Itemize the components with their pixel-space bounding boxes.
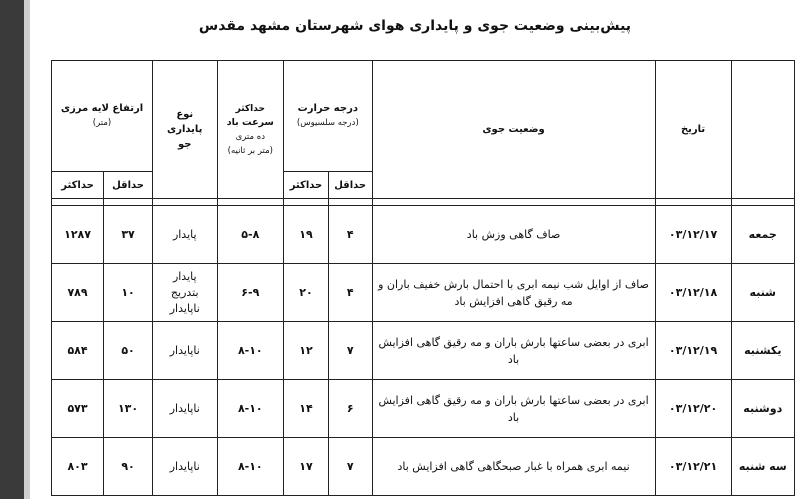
cell-temp-min: ۴ (328, 206, 372, 264)
cell-wind: ۸-۱۰ (217, 322, 284, 380)
cell-wind: ۶-۹ (217, 264, 284, 322)
cell-temp-max: ۲۰ (284, 264, 329, 322)
cell-bl-max: ۵۸۴ (52, 322, 104, 380)
header-temperature (284, 61, 372, 172)
cell-bl-min: ۱۰ (104, 264, 153, 322)
header-temp-max: حداکثر (284, 172, 329, 199)
cell-temp-min: ۶ (328, 380, 372, 438)
cell-date: ۰۳/۱۲/۲۰ (655, 380, 731, 438)
document-title: پیش‌بینی وضعیت جوی و پایداری هوای شهرستان مشهد مقدس (198, 18, 632, 34)
table-row (52, 380, 795, 438)
cell-day: جمعه (731, 206, 794, 264)
cell-temp-max: ۱۲ (284, 322, 329, 380)
header-boundary-unit: (متر) (92, 118, 112, 128)
cell-wind: ۸-۱۰ (217, 438, 284, 496)
cell-weather: ابری در بعضی ساعتها بارش باران و مه رقیق گاهی افزایش باد (372, 322, 655, 380)
cell-date: ۰۳/۱۲/۲۱ (655, 438, 731, 496)
cell-bl-min: ۹۰ (104, 438, 153, 496)
header-stability-line1: نوع (176, 109, 194, 120)
cell-temp-max: ۱۷ (284, 438, 329, 496)
cell-wind: ۸-۱۰ (217, 380, 284, 438)
viewer-left-strip (0, 0, 30, 499)
table-row (52, 264, 795, 322)
cell-date: ۰۳/۱۲/۱۸ (655, 264, 731, 322)
cell-weather: صاف گاهی وزش باد (372, 206, 655, 264)
table-row (52, 438, 795, 496)
cell-wind: ۵-۸ (217, 206, 284, 264)
header-temperature-unit: (درجه سلسیوس) (296, 118, 359, 128)
cell-weather: ابری در بعضی ساعتها بارش باران و مه رقیق گاهی افزایش باد (372, 380, 655, 438)
cell-day: دوشنبه (731, 380, 794, 438)
header-stability-line3: جو (178, 139, 192, 150)
cell-bl-min: ۱۳۰ (104, 380, 153, 438)
header-boundary-layer (52, 61, 153, 172)
header-separator-row (52, 199, 795, 206)
header-wind-line2: سرعت باد (226, 116, 274, 128)
header-wind-unit: (متر بر ثانیه) (227, 145, 273, 156)
cell-temp-min: ۷ (328, 322, 372, 380)
header-date: تاریخ (655, 61, 731, 199)
cell-temp-max: ۱۴ (284, 380, 329, 438)
cell-day: یکشنبه (731, 322, 794, 380)
header-stability (153, 61, 218, 199)
header-boundary-max: حداکثر (52, 172, 104, 199)
document-page (30, 0, 800, 499)
header-temperature-label: درجه حرارت (297, 103, 358, 114)
cell-bl-max: ۷۸۹ (52, 264, 104, 322)
header-temp-min: حداقل (328, 172, 372, 199)
header-wind-line3: ده متری (235, 131, 265, 142)
cell-stability: ناپایدار (153, 380, 218, 438)
header-boundary-min: حداقل (104, 172, 153, 199)
cell-stability: پایدار بتدریج ناپایدار (153, 264, 218, 322)
header-wind-line1: حداکثر (235, 103, 265, 114)
cell-temp-max: ۱۹ (284, 206, 329, 264)
cell-temp-min: ۷ (328, 438, 372, 496)
cell-weather: صاف از اوایل شب نیمه ابری با احتمال بارش خفیف باران و مه رقیق گاهی افزایش باد (372, 264, 655, 322)
cell-stability: ناپایدار (153, 322, 218, 380)
cell-stability: ناپایدار (153, 438, 218, 496)
cell-bl-max: ۱۲۸۷ (52, 206, 104, 264)
header-day (731, 61, 794, 199)
cell-temp-min: ۴ (328, 264, 372, 322)
cell-day: سه شنبه (731, 438, 794, 496)
cell-weather: نیمه ابری همراه با غبار صبحگاهی گاهی افزایش باد (372, 438, 655, 496)
cell-date: ۰۳/۱۲/۱۷ (655, 206, 731, 264)
cell-stability: پایدار (153, 206, 218, 264)
header-boundary-label: ارتفاع لایه مرزی (60, 103, 144, 114)
table-row (52, 206, 795, 264)
header-wind (217, 61, 284, 199)
table-row (52, 322, 795, 380)
forecast-table (51, 60, 795, 496)
cell-bl-max: ۵۷۳ (52, 380, 104, 438)
cell-date: ۰۳/۱۲/۱۹ (655, 322, 731, 380)
cell-bl-min: ۳۷ (104, 206, 153, 264)
header-stability-line2: پایداری (167, 124, 203, 135)
cell-bl-max: ۸۰۳ (52, 438, 104, 496)
header-weather: وضعیت جوی (372, 61, 655, 199)
cell-bl-min: ۵۰ (104, 322, 153, 380)
cell-day: شنبه (731, 264, 794, 322)
